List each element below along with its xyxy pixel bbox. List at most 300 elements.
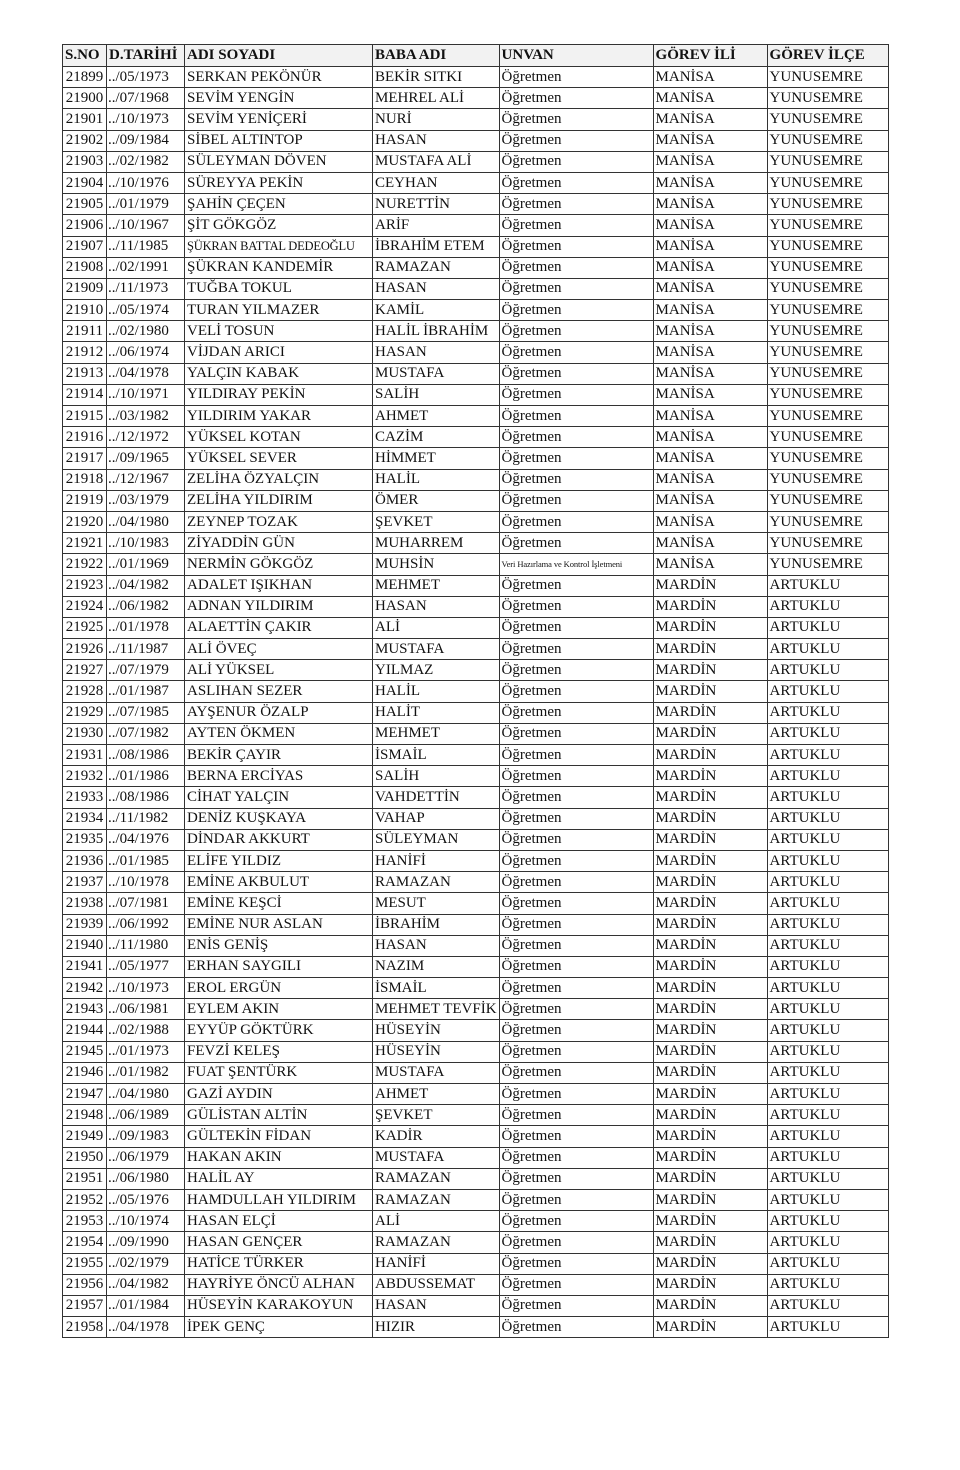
cell-father-name: SÜLEYMAN [373, 829, 500, 850]
cell-district: ARTUKLU [767, 1020, 888, 1041]
table-row [63, 787, 889, 808]
cell-father-name: ÖMER [373, 490, 500, 511]
cell-province: MANİSA [653, 533, 767, 554]
cell-birth-date: ../01/1984 [107, 1295, 185, 1316]
cell-birth-date: ../10/1973 [107, 978, 185, 999]
cell-birth-date: ../03/1982 [107, 406, 185, 427]
cell-father-name: SALİH [373, 766, 500, 787]
cell-title: Öğretmen [499, 448, 653, 469]
table-row [63, 596, 889, 617]
cell-title: Öğretmen [499, 850, 653, 871]
table-row [63, 1062, 889, 1083]
cell-father-name: MESUT [373, 893, 500, 914]
cell-title: Öğretmen [499, 1189, 653, 1210]
cell-title: Öğretmen [499, 406, 653, 427]
cell-sno: 21926 [63, 639, 107, 660]
cell-father-name: ABDUSSEMAT [373, 1274, 500, 1295]
cell-district: ARTUKLU [767, 1295, 888, 1316]
cell-district: ARTUKLU [767, 893, 888, 914]
cell-father-name: HALİL İBRAHİM [373, 321, 500, 342]
cell-sno: 21927 [63, 660, 107, 681]
cell-sno: 21937 [63, 872, 107, 893]
cell-district: YUNUSEMRE [767, 130, 888, 151]
cell-district: YUNUSEMRE [767, 300, 888, 321]
cell-province: MANİSA [653, 257, 767, 278]
table-row [63, 1189, 889, 1210]
cell-sno: 21930 [63, 723, 107, 744]
table-row [63, 872, 889, 893]
cell-district: ARTUKLU [767, 1147, 888, 1168]
cell-province: MANİSA [653, 278, 767, 299]
cell-title: Öğretmen [499, 300, 653, 321]
cell-title: Öğretmen [499, 745, 653, 766]
table-row [63, 448, 889, 469]
cell-title: Öğretmen [499, 1274, 653, 1295]
cell-birth-date: ../10/1967 [107, 215, 185, 236]
cell-district: YUNUSEMRE [767, 342, 888, 363]
cell-province: MARDİN [653, 660, 767, 681]
cell-birth-date: ../09/1984 [107, 130, 185, 151]
cell-full-name: ALİ ÖVEÇ [185, 639, 373, 660]
cell-province: MARDİN [653, 617, 767, 638]
cell-full-name: TUĞBA TOKUL [185, 278, 373, 299]
cell-district: YUNUSEMRE [767, 215, 888, 236]
table-row [63, 1317, 889, 1338]
cell-title: Öğretmen [499, 956, 653, 977]
cell-district: ARTUKLU [767, 681, 888, 702]
table-row [63, 702, 889, 723]
cell-father-name: MUSTAFA [373, 1147, 500, 1168]
cell-sno: 21939 [63, 914, 107, 935]
cell-father-name: ARİF [373, 215, 500, 236]
cell-district: YUNUSEMRE [767, 490, 888, 511]
table-row [63, 893, 889, 914]
cell-sno: 21943 [63, 999, 107, 1020]
cell-province: MARDİN [653, 681, 767, 702]
cell-father-name: VAHAP [373, 808, 500, 829]
cell-birth-date: ../04/1976 [107, 829, 185, 850]
cell-birth-date: ../01/1978 [107, 617, 185, 638]
cell-title: Öğretmen [499, 978, 653, 999]
cell-birth-date: ../04/1980 [107, 511, 185, 532]
cell-birth-date: ../11/1973 [107, 278, 185, 299]
cell-full-name: ŞAHİN ÇEÇEN [185, 194, 373, 215]
cell-title: Öğretmen [499, 1253, 653, 1274]
cell-full-name: YILDIRAY PEKİN [185, 384, 373, 405]
cell-title: Öğretmen [499, 1295, 653, 1316]
cell-district: YUNUSEMRE [767, 172, 888, 193]
cell-province: MANİSA [653, 406, 767, 427]
cell-district: ARTUKLU [767, 702, 888, 723]
cell-sno: 21952 [63, 1189, 107, 1210]
column-header-title: UNVAN [499, 45, 653, 67]
cell-birth-date: ../04/1980 [107, 1084, 185, 1105]
cell-father-name: ALİ [373, 617, 500, 638]
cell-full-name: HAKAN AKIN [185, 1147, 373, 1168]
cell-district: ARTUKLU [767, 1232, 888, 1253]
cell-sno: 21904 [63, 172, 107, 193]
cell-full-name: GÜLTEKİN FİDAN [185, 1126, 373, 1147]
cell-district: ARTUKLU [767, 787, 888, 808]
cell-title: Öğretmen [499, 172, 653, 193]
cell-sno: 21905 [63, 194, 107, 215]
cell-full-name: DENİZ KUŞKAYA [185, 808, 373, 829]
cell-father-name: NURİ [373, 109, 500, 130]
cell-birth-date: ../03/1979 [107, 490, 185, 511]
cell-sno: 21910 [63, 300, 107, 321]
cell-sno: 21931 [63, 745, 107, 766]
cell-province: MARDİN [653, 999, 767, 1020]
cell-full-name: YÜKSEL KOTAN [185, 427, 373, 448]
cell-father-name: HİMMET [373, 448, 500, 469]
table-row [63, 956, 889, 977]
cell-sno: 21935 [63, 829, 107, 850]
cell-father-name: HASAN [373, 342, 500, 363]
cell-district: ARTUKLU [767, 1105, 888, 1126]
table-row [63, 109, 889, 130]
table-row [63, 766, 889, 787]
cell-birth-date: ../05/1977 [107, 956, 185, 977]
cell-sno: 21950 [63, 1147, 107, 1168]
cell-province: MARDİN [653, 914, 767, 935]
cell-sno: 21918 [63, 469, 107, 490]
cell-province: MARDİN [653, 1168, 767, 1189]
cell-sno: 21919 [63, 490, 107, 511]
cell-birth-date: ../08/1986 [107, 787, 185, 808]
cell-birth-date: ../11/1987 [107, 639, 185, 660]
cell-father-name: HASAN [373, 1295, 500, 1316]
cell-father-name: AHMET [373, 1084, 500, 1105]
cell-full-name: HÜSEYİN KARAKOYUN [185, 1295, 373, 1316]
cell-district: ARTUKLU [767, 745, 888, 766]
table-header [63, 45, 889, 67]
cell-full-name: EYLEM AKIN [185, 999, 373, 1020]
table-row [63, 533, 889, 554]
cell-father-name: HASAN [373, 278, 500, 299]
table-row [63, 278, 889, 299]
cell-sno: 21909 [63, 278, 107, 299]
cell-sno: 21958 [63, 1317, 107, 1338]
cell-birth-date: ../05/1973 [107, 67, 185, 88]
cell-full-name: BEKİR ÇAYIR [185, 745, 373, 766]
cell-province: MARDİN [653, 872, 767, 893]
table-row [63, 575, 889, 596]
cell-birth-date: ../06/1982 [107, 596, 185, 617]
cell-sno: 21955 [63, 1253, 107, 1274]
cell-province: MARDİN [653, 1147, 767, 1168]
cell-full-name: EMİNE KEŞCİ [185, 893, 373, 914]
cell-title: Öğretmen [499, 533, 653, 554]
cell-birth-date: ../01/1987 [107, 681, 185, 702]
cell-sno: 21949 [63, 1126, 107, 1147]
cell-sno: 21920 [63, 511, 107, 532]
cell-title: Öğretmen [499, 872, 653, 893]
table-row [63, 1126, 889, 1147]
cell-sno: 21951 [63, 1168, 107, 1189]
cell-sno: 21946 [63, 1062, 107, 1083]
cell-full-name: TURAN YILMAZER [185, 300, 373, 321]
cell-birth-date: ../01/1973 [107, 1041, 185, 1062]
cell-full-name: HASAN ELÇİ [185, 1211, 373, 1232]
cell-title: Öğretmen [499, 236, 653, 257]
cell-birth-date: ../07/1968 [107, 88, 185, 109]
cell-title: Öğretmen [499, 67, 653, 88]
table-row [63, 554, 889, 575]
cell-father-name: MUHARREM [373, 533, 500, 554]
table-row [63, 194, 889, 215]
cell-district: YUNUSEMRE [767, 109, 888, 130]
cell-birth-date: ../04/1978 [107, 1317, 185, 1338]
cell-father-name: AHMET [373, 406, 500, 427]
cell-province: MARDİN [653, 702, 767, 723]
cell-birth-date: ../01/1969 [107, 554, 185, 575]
cell-full-name: FUAT ŞENTÜRK [185, 1062, 373, 1083]
column-header-birth-date: D.TARİHİ [107, 45, 185, 67]
cell-full-name: YÜKSEL SEVER [185, 448, 373, 469]
cell-father-name: RAMAZAN [373, 1232, 500, 1253]
cell-title: Öğretmen [499, 1168, 653, 1189]
cell-full-name: SİBEL ALTINTOP [185, 130, 373, 151]
cell-birth-date: ../11/1982 [107, 808, 185, 829]
column-header-province: GÖREV İLİ [653, 45, 767, 67]
cell-full-name: ZELİHA YILDIRIM [185, 490, 373, 511]
table-row [63, 1147, 889, 1168]
cell-full-name: DİNDAR AKKURT [185, 829, 373, 850]
cell-province: MANİSA [653, 384, 767, 405]
cell-sno: 21923 [63, 575, 107, 596]
cell-district: YUNUSEMRE [767, 278, 888, 299]
table-row [63, 384, 889, 405]
cell-sno: 21940 [63, 935, 107, 956]
cell-district: ARTUKLU [767, 1211, 888, 1232]
cell-sno: 21947 [63, 1084, 107, 1105]
table-row [63, 808, 889, 829]
cell-title: Öğretmen [499, 1062, 653, 1083]
cell-title: Öğretmen [499, 639, 653, 660]
cell-district: ARTUKLU [767, 1126, 888, 1147]
cell-full-name: BERNA ERCİYAS [185, 766, 373, 787]
cell-title: Öğretmen [499, 1126, 653, 1147]
cell-district: ARTUKLU [767, 639, 888, 660]
cell-title: Öğretmen [499, 617, 653, 638]
table-row [63, 978, 889, 999]
cell-sno: 21907 [63, 236, 107, 257]
table-row [63, 999, 889, 1020]
cell-full-name: CİHAT YALÇIN [185, 787, 373, 808]
cell-father-name: CEYHAN [373, 172, 500, 193]
table-row [63, 745, 889, 766]
cell-province: MARDİN [653, 1274, 767, 1295]
cell-birth-date: ../02/1991 [107, 257, 185, 278]
cell-full-name: ADNAN YILDIRIM [185, 596, 373, 617]
cell-full-name: SÜREYYA PEKİN [185, 172, 373, 193]
cell-province: MARDİN [653, 1317, 767, 1338]
cell-district: ARTUKLU [767, 1041, 888, 1062]
cell-birth-date: ../04/1982 [107, 575, 185, 596]
cell-title: Öğretmen [499, 130, 653, 151]
cell-sno: 21908 [63, 257, 107, 278]
cell-full-name: İPEK GENÇ [185, 1317, 373, 1338]
cell-title: Öğretmen [499, 194, 653, 215]
cell-province: MANİSA [653, 194, 767, 215]
cell-birth-date: ../01/1986 [107, 766, 185, 787]
cell-district: YUNUSEMRE [767, 511, 888, 532]
cell-sno: 21932 [63, 766, 107, 787]
cell-province: MARDİN [653, 596, 767, 617]
cell-province: MARDİN [653, 1041, 767, 1062]
cell-district: ARTUKLU [767, 1317, 888, 1338]
cell-birth-date: ../10/1978 [107, 872, 185, 893]
cell-province: MANİSA [653, 300, 767, 321]
cell-sno: 21944 [63, 1020, 107, 1041]
table-row [63, 236, 889, 257]
cell-title: Öğretmen [499, 787, 653, 808]
cell-full-name: FEVZİ KELEŞ [185, 1041, 373, 1062]
cell-province: MANİSA [653, 448, 767, 469]
cell-title: Öğretmen [499, 427, 653, 448]
cell-sno: 21921 [63, 533, 107, 554]
cell-sno: 21901 [63, 109, 107, 130]
cell-district: ARTUKLU [767, 914, 888, 935]
cell-father-name: MEHMET [373, 575, 500, 596]
cell-father-name: RAMAZAN [373, 257, 500, 278]
cell-sno: 21924 [63, 596, 107, 617]
cell-province: MANİSA [653, 88, 767, 109]
cell-title: Öğretmen [499, 1232, 653, 1253]
cell-province: MARDİN [653, 639, 767, 660]
table-row [63, 935, 889, 956]
table-row [63, 406, 889, 427]
cell-title: Öğretmen [499, 151, 653, 172]
cell-district: YUNUSEMRE [767, 67, 888, 88]
cell-province: MANİSA [653, 469, 767, 490]
cell-title: Öğretmen [499, 1020, 653, 1041]
cell-province: MANİSA [653, 67, 767, 88]
cell-sno: 21948 [63, 1105, 107, 1126]
cell-birth-date: ../05/1976 [107, 1189, 185, 1210]
cell-province: MARDİN [653, 766, 767, 787]
cell-sno: 21928 [63, 681, 107, 702]
cell-province: MARDİN [653, 1295, 767, 1316]
cell-father-name: HASAN [373, 935, 500, 956]
cell-district: ARTUKLU [767, 1168, 888, 1189]
cell-province: MANİSA [653, 342, 767, 363]
table-row [63, 639, 889, 660]
cell-sno: 21934 [63, 808, 107, 829]
cell-father-name: NURETTİN [373, 194, 500, 215]
cell-birth-date: ../02/1988 [107, 1020, 185, 1041]
table-row [63, 363, 889, 384]
cell-sno: 21942 [63, 978, 107, 999]
cell-father-name: RAMAZAN [373, 1168, 500, 1189]
cell-sno: 21912 [63, 342, 107, 363]
column-header-full-name: ADI SOYADI [185, 45, 373, 67]
cell-sno: 21936 [63, 850, 107, 871]
cell-district: YUNUSEMRE [767, 406, 888, 427]
cell-title: Öğretmen [499, 384, 653, 405]
cell-sno: 21956 [63, 1274, 107, 1295]
cell-father-name: RAMAZAN [373, 872, 500, 893]
cell-province: MANİSA [653, 172, 767, 193]
cell-district: YUNUSEMRE [767, 194, 888, 215]
cell-district: YUNUSEMRE [767, 384, 888, 405]
cell-district: YUNUSEMRE [767, 151, 888, 172]
table-row [63, 67, 889, 88]
cell-full-name: ŞÜKRAN KANDEMİR [185, 257, 373, 278]
cell-father-name: MUSTAFA [373, 363, 500, 384]
cell-birth-date: ../06/1989 [107, 1105, 185, 1126]
cell-birth-date: ../07/1982 [107, 723, 185, 744]
cell-full-name: HASAN GENÇER [185, 1232, 373, 1253]
cell-province: MANİSA [653, 490, 767, 511]
cell-father-name: ALİ [373, 1211, 500, 1232]
cell-birth-date: ../07/1979 [107, 660, 185, 681]
cell-full-name: ŞÜKRAN BATTAL DEDEOĞLU [185, 236, 373, 257]
cell-birth-date: ../06/1992 [107, 914, 185, 935]
cell-district: ARTUKLU [767, 829, 888, 850]
cell-father-name: HALİT [373, 702, 500, 723]
cell-sno: 21938 [63, 893, 107, 914]
cell-birth-date: ../09/1983 [107, 1126, 185, 1147]
cell-district: ARTUKLU [767, 1062, 888, 1083]
cell-father-name: MEHREL ALİ [373, 88, 500, 109]
cell-full-name: EYYÜP GÖKTÜRK [185, 1020, 373, 1041]
cell-birth-date: ../04/1978 [107, 363, 185, 384]
cell-full-name: ZELİHA ÖZYALÇIN [185, 469, 373, 490]
cell-district: ARTUKLU [767, 935, 888, 956]
cell-father-name: HALİL [373, 681, 500, 702]
cell-full-name: ALAETTİN ÇAKIR [185, 617, 373, 638]
cell-title: Öğretmen [499, 660, 653, 681]
cell-full-name: EMİNE AKBULUT [185, 872, 373, 893]
cell-title: Öğretmen [499, 808, 653, 829]
cell-district: YUNUSEMRE [767, 469, 888, 490]
table-row [63, 490, 889, 511]
cell-district: YUNUSEMRE [767, 363, 888, 384]
cell-birth-date: ../10/1976 [107, 172, 185, 193]
cell-full-name: AYŞENUR ÖZALP [185, 702, 373, 723]
cell-sno: 21954 [63, 1232, 107, 1253]
cell-sno: 21957 [63, 1295, 107, 1316]
cell-full-name: ENİS GENİŞ [185, 935, 373, 956]
cell-full-name: ASLIHAN SEZER [185, 681, 373, 702]
cell-title: Öğretmen [499, 88, 653, 109]
cell-birth-date: ../10/1971 [107, 384, 185, 405]
cell-father-name: MUSTAFA [373, 1062, 500, 1083]
cell-title: Öğretmen [499, 321, 653, 342]
cell-province: MARDİN [653, 745, 767, 766]
cell-sno: 21900 [63, 88, 107, 109]
cell-father-name: İSMAİL [373, 745, 500, 766]
table-row [63, 172, 889, 193]
cell-birth-date: ../01/1985 [107, 850, 185, 871]
table-row [63, 617, 889, 638]
cell-province: MANİSA [653, 130, 767, 151]
cell-province: MANİSA [653, 511, 767, 532]
cell-father-name: MEHMET [373, 723, 500, 744]
cell-province: MANİSA [653, 109, 767, 130]
cell-sno: 21929 [63, 702, 107, 723]
table-row [63, 1020, 889, 1041]
table-body [63, 67, 889, 1338]
table-row [63, 914, 889, 935]
cell-birth-date: ../06/1974 [107, 342, 185, 363]
cell-full-name: HATİCE TÜRKER [185, 1253, 373, 1274]
table-row [63, 1168, 889, 1189]
cell-title: Öğretmen [499, 511, 653, 532]
table-row [63, 427, 889, 448]
cell-birth-date: ../04/1982 [107, 1274, 185, 1295]
